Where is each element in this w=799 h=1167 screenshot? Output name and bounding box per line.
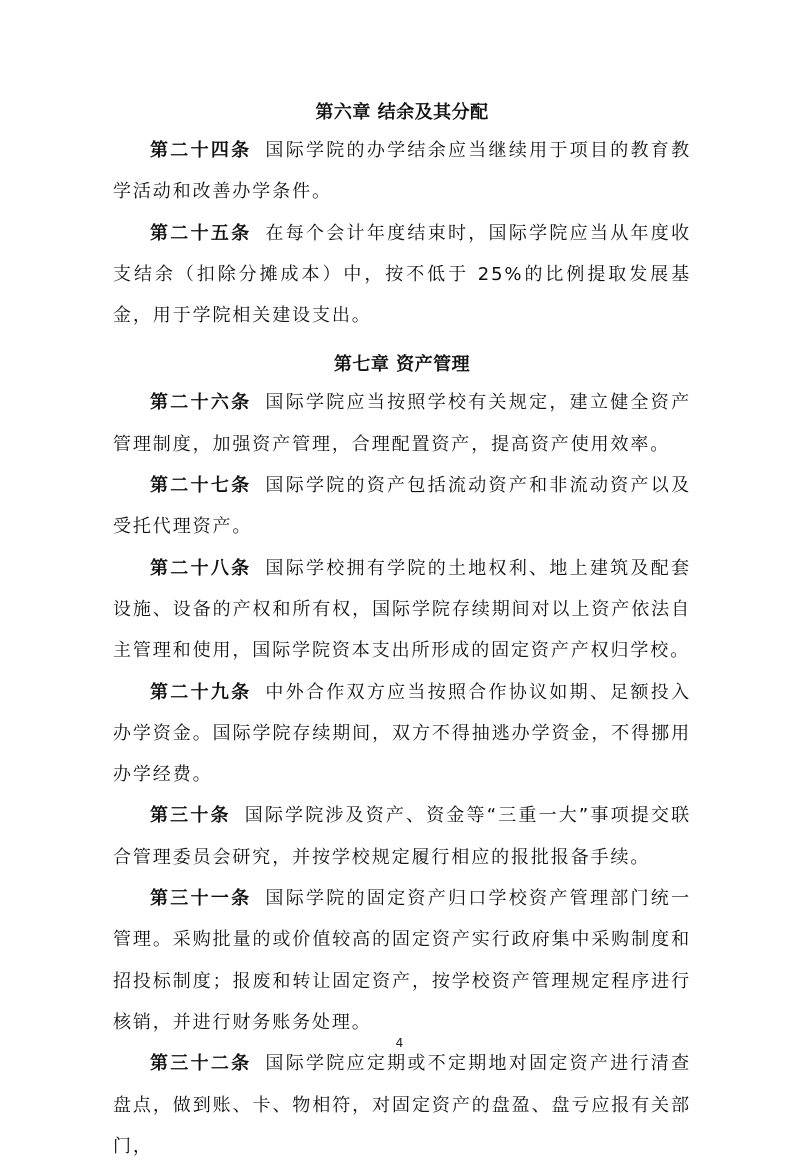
article-25: [113, 213, 691, 337]
article-27: [113, 465, 691, 548]
article-number: 第二十九条: [150, 681, 252, 703]
article-text: 国际学院涉及资产、资金等“三重一大”事项提交联合管理委员会研究，并按学校规定履行相应的报批报备手续。: [113, 805, 691, 868]
article-24: [113, 130, 691, 213]
article-number: 第二十六条: [150, 392, 252, 414]
article-number: 第二十五条: [150, 222, 252, 244]
article-28: [113, 548, 691, 672]
article-number: 第三十二条: [150, 1053, 252, 1075]
article-29: [113, 672, 691, 796]
article-text: 国际学院应定期或不定期地对固定资产进行清查盘点，做到账、卡、物相符，对固定资产的盘盈、盘亏应报有关部门，: [113, 1053, 691, 1157]
article-text: 国际学院应当按照学校有关规定，建立健全资产管理制度，加强资产管理，合理配置资产，提高资产使用效率。: [113, 392, 691, 455]
article-number: 第三十一条: [150, 888, 252, 910]
article-number: 第二十八条: [150, 557, 252, 579]
article-32: [113, 1043, 691, 1167]
article-26: [113, 382, 691, 465]
article-text: 中外合作双方应当按照合作协议如期、足额投入办学资金。国际学院存续期间，双方不得抽逃办学资金，不得挪用办学经费。: [113, 681, 691, 786]
article-text: 国际学院的办学结余应当继续用于项目的教育教学活动和改善办学条件。: [113, 140, 691, 203]
article-number: 第三十条: [150, 805, 231, 827]
chapter-heading-7: 第七章 资产管理: [333, 354, 471, 376]
article-number: 第二十四条: [150, 140, 252, 161]
page-number: 4: [395, 1036, 404, 1050]
article-text: 国际学院的固定资产归口学校资产管理部门统一管理。采购批量的或价值较高的固定资产实行政府集中采购制度和招投标制度；报废和转让固定资产，按学校资产管理规定程序进行核销，并进行财务账务处理。: [113, 888, 691, 1033]
chapter-heading-6: 第六章 结余及其分配: [315, 102, 489, 123]
article-31: [113, 878, 691, 1043]
article-text: 国际学院的资产包括流动资产和非流动资产以及受托代理资产。: [113, 475, 691, 538]
article-30: [113, 795, 691, 878]
document-body: [113, 92, 691, 1167]
article-number: 第二十七条: [150, 475, 252, 497]
article-text: 国际学校拥有学院的土地权利、地上建筑及配套设施、设备的产权和所有权，国际学院存续期间对以上资产依法自主管理和使用，国际学院资本支出所形成的固定资产产权归学校。: [113, 557, 691, 662]
article-text: 在每个会计年度结束时，国际学院应当从年度收支结余（扣除分摊成本）中，按不低于 25%的比例提取发展基金，用于学院相关建设支出。: [113, 222, 691, 327]
